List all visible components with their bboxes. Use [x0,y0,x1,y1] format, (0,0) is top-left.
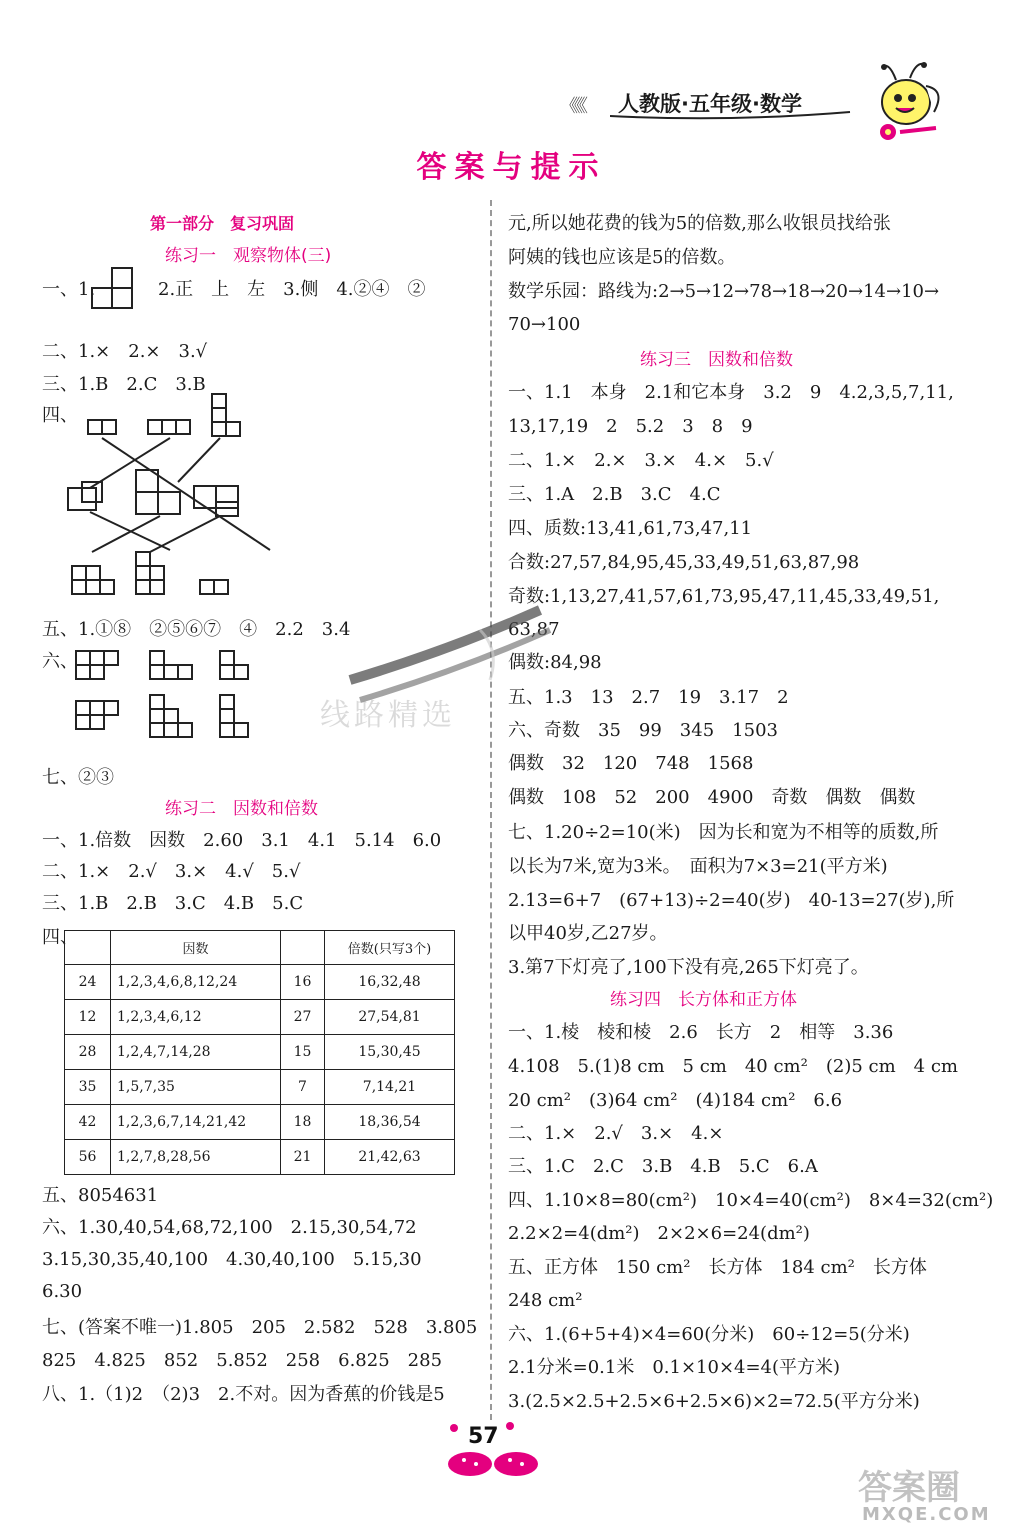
column-divider [490,200,492,1420]
site-watermark [858,1460,1008,1530]
answer-line: 三、1.C 2.C 3.B 4.B 5.C 6.A [508,1156,818,1177]
answer-line: 五、1.①⑧ ②⑤⑥⑦ ④ 2.2 3.4 [42,619,351,640]
table-cell: 27,54,81 [325,1000,455,1035]
answer-line: 七、1.20÷2=10(米) 因为长和宽为不相等的质数,所 [508,822,939,843]
answer-line: 13,17,19 2 5.2 3 8 9 [508,416,753,437]
answer-line: 数学乐园：路线为:2→5→12→78→18→20→14→10→ [508,281,940,302]
answer-line: 20 cm² (3)64 cm² (4)184 cm² 6.6 [508,1090,843,1111]
net-shapes-figure [70,645,280,745]
table-cell: 18,36,54 [325,1105,455,1140]
watermark-brand: 答案圈 [858,1468,960,1508]
answer-line: 二、1.× 2.√ 3.× 4.× [508,1123,724,1144]
table-cell: 1,2,4,7,14,28 [111,1035,281,1070]
table-cell: 24 [65,965,111,1000]
table-header-factors: 因数 [111,931,281,965]
table-cell: 15 [281,1035,325,1070]
table-cell: 42 [65,1105,111,1140]
table-cell: 56 [65,1140,111,1175]
answer-line: 一、1.棱 棱和棱 2.6 长方 2 相等 3.36 [508,1022,894,1043]
answer-line: 六、奇数 35 99 345 1503 [508,720,778,741]
answer-line: 3.15,30,35,40,100 4.30,40,100 5.15,30 [42,1249,422,1270]
table-cell: 16,32,48 [325,965,455,1000]
table-row [65,1035,455,1070]
answer-line: 四、 [42,927,78,948]
watermark-text: 线路精选 [320,698,456,733]
answer-line: 二、1.× 2.× 3.× 4.× 5.√ [508,450,774,471]
answer-line: 2.1分米=0.1米 0.1×10×4=4(平方米) [508,1357,841,1378]
table-cell: 7,14,21 [325,1070,455,1105]
table-header-blank [65,931,111,965]
table-cell: 28 [65,1035,111,1070]
exercise-heading-4: 练习四 长方体和正方体 [610,990,797,1010]
answer-line: 元,所以她花费的钱为5的倍数,那么收银员找给张 [508,213,891,234]
answer-line: 二、1.× 2.√ 3.× 4.√ 5.√ [42,861,301,882]
table-cell: 21 [281,1140,325,1175]
answer-line: 以甲40岁,乙27岁。 [508,923,668,944]
table-row [65,1105,455,1140]
answer-line: 阿姨的钱也应该是5的倍数。 [508,247,736,268]
answer-line: 五、正方体 150 cm² 长方体 184 cm² 长方体 [508,1257,927,1278]
table-cell: 15,30,45 [325,1035,455,1070]
answer-line: 七、②③ [42,767,114,788]
answer-line: 以长为7米,宽为3米。 面积为7×3=21(平方米) [508,856,888,877]
table-cell: 1,2,3,4,6,12 [111,1000,281,1035]
exercise-heading-1: 练习一 观察物体(三) [165,246,332,266]
cube-view-figure [88,266,136,316]
table-cell: 1,2,3,4,6,8,12,24 [111,965,281,1000]
answer-line: 六、 [42,651,78,672]
answer-line: 一、1. [42,279,96,300]
table-cell: 21,42,63 [325,1140,455,1175]
table-row [65,1000,455,1035]
chevron-decoration: 《《《 [560,96,584,117]
answer-line: 八、1.（1)2 （2)3 2.不对。因为香蕉的价钱是5 [42,1384,445,1405]
page-number: 57 [468,1424,499,1449]
answer-line: 70→100 [508,314,581,335]
answer-line: 六、1.(6+5+4)×4=60(分米) 60÷12=5(分米) [508,1324,910,1345]
factors-multiples-table [64,930,455,1175]
bee-mascot-icon [876,62,946,142]
table-cell: 1,2,7,8,28,56 [111,1140,281,1175]
answer-line: 四、1.10×8=80(cm²) 10×4=40(cm²) 8×4=32(cm²) [508,1190,994,1211]
matching-views-figure [60,390,300,610]
answer-line: 2.2×2=4(dm²) 2×2×6=24(dm²) [508,1223,810,1244]
watermark-url: MXQE.COM [862,1504,991,1525]
answer-line: 825 4.825 852 5.852 258 6.825 285 [42,1350,443,1371]
answer-line: 2.13=6+7 (67+13)÷2=40(岁) 40-13=27(岁),所 [508,890,955,911]
section-heading: 第一部分 复习巩固 [150,214,295,233]
answer-line: 248 cm² [508,1290,583,1311]
exercise-heading-2: 练习二 因数和倍数 [165,799,318,819]
answer-line: 二、1.× 2.× 3.√ [42,341,208,362]
table-header-blank [281,931,325,965]
answer-line: 合数:27,57,84,95,45,33,49,51,63,87,98 [508,552,860,573]
answer-line: 六、1.30,40,54,68,72,100 2.15,30,54,72 [42,1217,417,1238]
answer-line: 三、1.B 2.B 3.C 4.B 5.C [42,893,304,914]
table-cell: 27 [281,1000,325,1035]
answer-line: 偶数:84,98 [508,652,602,673]
table-cell: 1,2,3,6,7,14,21,42 [111,1105,281,1140]
table-row [65,1140,455,1175]
table-header-multiples: 倍数(只写3个) [325,931,455,965]
answer-line: 一、1.1 本身 2.1和它本身 3.2 9 4.2,3,5,7,11, [508,382,954,403]
page-title: 答案与提示 [416,150,607,185]
table-cell: 16 [281,965,325,1000]
answer-line: 三、1.B 2.C 3.B [42,374,206,395]
table-row [65,1070,455,1105]
answer-line: 4.108 5.(1)8 cm 5 cm 40 cm² (2)5 cm 4 cm [508,1056,958,1077]
answer-line: 3.第7下灯亮了,100下没有亮,265下灯亮了。 [508,957,869,978]
table-cell: 12 [65,1000,111,1035]
answer-line: 三、1.A 2.B 3.C 4.C [508,484,721,505]
answer-line: 偶数 32 120 748 1568 [508,753,754,774]
answer-line: 2.正 上 左 3.侧 4.②④ ② [158,279,426,300]
table-row [65,965,455,1000]
answer-line: 63,87 [508,619,560,640]
answer-line: 6.30 [42,1281,83,1302]
answer-line: 奇数:1,13,27,41,57,61,73,95,47,11,45,33,49,51, [508,586,940,607]
answer-line: 偶数 108 52 200 4900 奇数 偶数 偶数 [508,787,916,808]
page-number-badge [440,1420,550,1480]
answer-line: 四、质数:13,41,61,73,47,11 [508,518,753,539]
answer-line: 3.(2.5×2.5+2.5×6+2.5×6)×2=72.5(平方分米) [508,1391,920,1412]
answer-line: 五、1.3 13 2.7 19 3.17 2 [508,687,789,708]
series-title: 人教版·五年级·数学 [618,92,802,116]
answer-line: 一、1.倍数 因数 2.60 3.1 4.1 5.14 6.0 [42,830,442,851]
table-cell: 35 [65,1070,111,1105]
answer-line: 七、(答案不唯一)1.805 205 2.582 528 3.805 [42,1317,478,1338]
table-cell: 18 [281,1105,325,1140]
answer-line: 四、 [42,405,78,426]
exercise-heading-3: 练习三 因数和倍数 [640,350,793,370]
answer-line: 五、8054631 [42,1185,159,1206]
table-cell: 7 [281,1070,325,1105]
table-cell: 1,5,7,35 [111,1070,281,1105]
